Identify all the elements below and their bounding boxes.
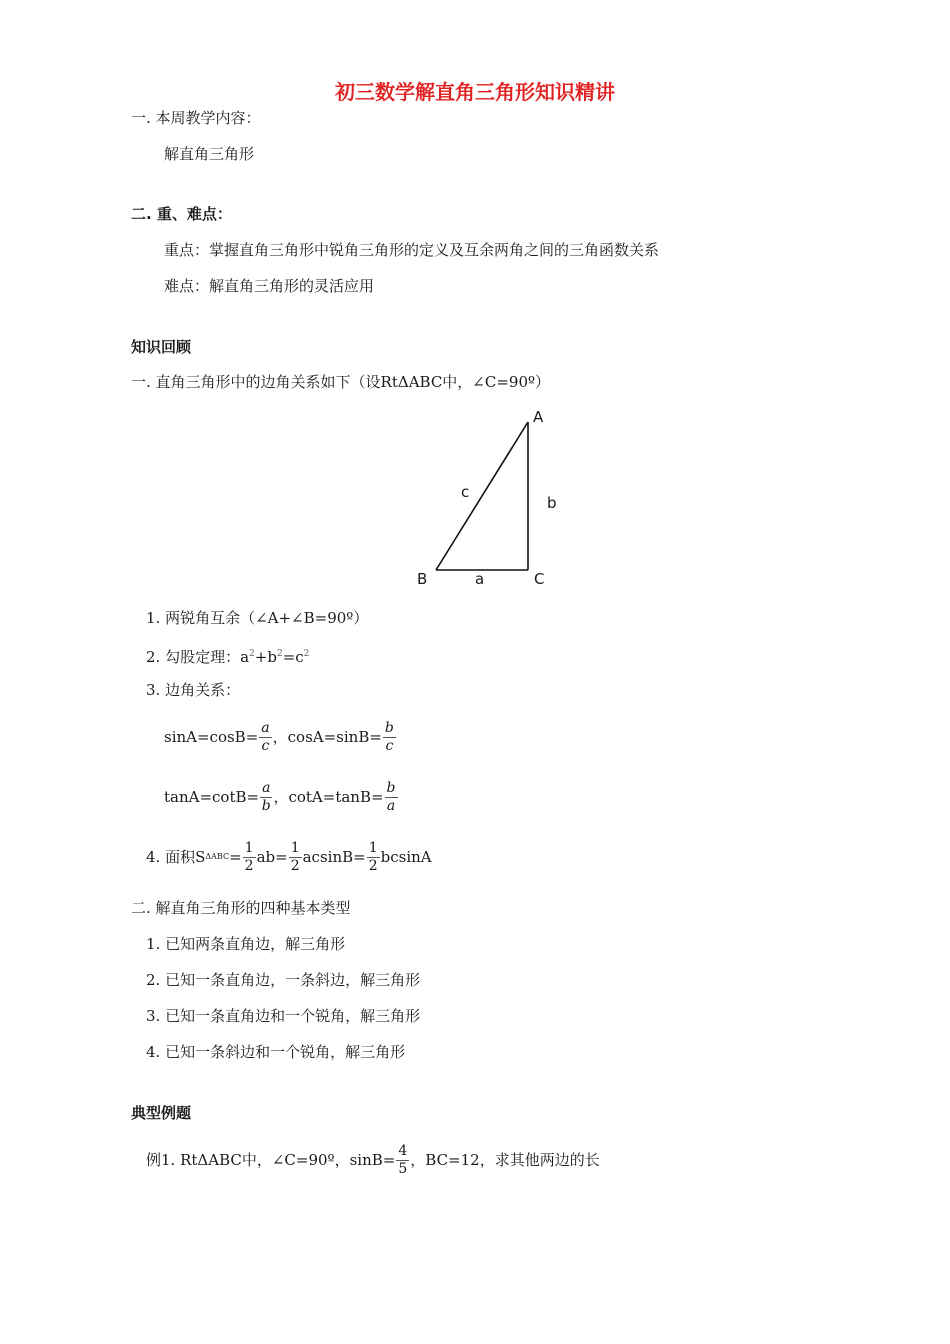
frac-den: 2 — [244, 857, 254, 874]
side-b-label: b — [547, 494, 557, 512]
item4-eq: = — [229, 848, 242, 866]
type-item-4: 4. 已知一条斜边和一个锐角，解三角形 — [146, 1043, 406, 1061]
item4-term3: bcsinA — [380, 848, 432, 866]
side-c-line — [436, 422, 528, 570]
difficulty: 难点：解直角三角形的灵活应用 — [164, 277, 375, 295]
fraction-b-over-c — [383, 720, 396, 755]
frac-den: a — [386, 797, 396, 814]
rel1-mid: ，cosA=sinB= — [272, 728, 382, 746]
side-a-label: a — [475, 570, 485, 588]
ex1-suffix: ，BC=12，求其他两边的长 — [410, 1151, 600, 1169]
side-c-label: c — [461, 483, 470, 501]
item4-area — [146, 837, 432, 877]
frac-num: a — [261, 719, 270, 736]
fraction-one-half — [367, 840, 380, 875]
sq-1: 2 — [249, 649, 255, 659]
frac-num: b — [384, 719, 394, 736]
examples-heading: 典型例题 — [131, 1104, 192, 1122]
section1-heading: 一. 本周教学内容： — [131, 109, 261, 127]
fraction-a-over-b — [260, 780, 272, 815]
review-part2-heading: 二. 解直角三角形的四种基本类型 — [131, 899, 351, 917]
item2-a: a — [240, 648, 250, 666]
frac-den: c — [385, 737, 394, 754]
relation-tan-cot — [164, 777, 399, 817]
frac-den: b — [261, 797, 271, 814]
item4-term2: acsinB= — [302, 848, 366, 866]
frac-num: 1 — [244, 839, 254, 856]
fraction-one-half — [289, 840, 302, 875]
item2-eq: =c — [282, 648, 304, 666]
rel2-lhs: tanA=cotB= — [164, 788, 260, 806]
item1-complementary: 1. 两锐角互余（∠A+∠B=90º） — [146, 609, 369, 627]
section1-content: 解直角三角形 — [164, 145, 255, 163]
example-1 — [146, 1138, 600, 1182]
ex1-prefix: 例1. RtΔABC中，∠C=90º，sinB= — [146, 1151, 396, 1169]
item3-side-angle: 3. 边角关系： — [146, 681, 241, 699]
item2-plus: +b — [254, 648, 277, 666]
frac-num: a — [262, 779, 271, 796]
vertex-a-label: A — [533, 408, 544, 426]
relation-sin-cos — [164, 717, 397, 757]
type-item-1: 1. 已知两条直角边，解三角形 — [146, 935, 346, 953]
fraction-b-over-a — [385, 780, 398, 815]
rel2-mid: ，cotA=tanB= — [273, 788, 384, 806]
frac-den: c — [261, 737, 270, 754]
review-heading: 知识回顾 — [131, 338, 192, 356]
rel1-lhs: sinA=cosB= — [164, 728, 259, 746]
page-title: 初三数学解直角三角形知识精讲 — [335, 80, 615, 104]
item2-prefix: 2. 勾股定理： — [146, 648, 241, 666]
fraction-one-half — [243, 840, 256, 875]
frac-den: 2 — [290, 857, 300, 874]
item2-pythagorean — [146, 644, 309, 667]
fraction-four-fifths — [396, 1143, 409, 1178]
key-point: 重点：掌握直角三角形中锐角三角形的定义及互余两角之间的三角函数关系 — [164, 241, 660, 259]
frac-num: 4 — [398, 1142, 408, 1159]
frac-den: 2 — [368, 857, 378, 874]
vertex-c-label: C — [534, 570, 545, 588]
frac-num: 1 — [368, 839, 378, 856]
section2-heading: 二. 重、难点： — [131, 205, 232, 223]
frac-den: 5 — [398, 1160, 408, 1177]
vertex-b-label: B — [417, 570, 428, 588]
item4-sub: ΔABC — [205, 852, 230, 861]
sq-2: 2 — [276, 649, 283, 659]
frac-num: 1 — [290, 839, 300, 856]
item4-prefix: 4. 面积S — [146, 848, 206, 866]
sq-3: 2 — [303, 649, 310, 659]
review-part1-heading: 一. 直角三角形中的边角关系如下（设RtΔABC中，∠C=90º） — [131, 373, 551, 391]
fraction-a-over-c — [259, 720, 271, 755]
item4-term1: ab= — [256, 848, 288, 866]
right-triangle-diagram — [405, 400, 575, 595]
type-item-2: 2. 已知一条直角边，一条斜边，解三角形 — [146, 971, 421, 989]
frac-num: b — [386, 779, 396, 796]
type-item-3: 3. 已知一条直角边和一个锐角，解三角形 — [146, 1007, 421, 1025]
